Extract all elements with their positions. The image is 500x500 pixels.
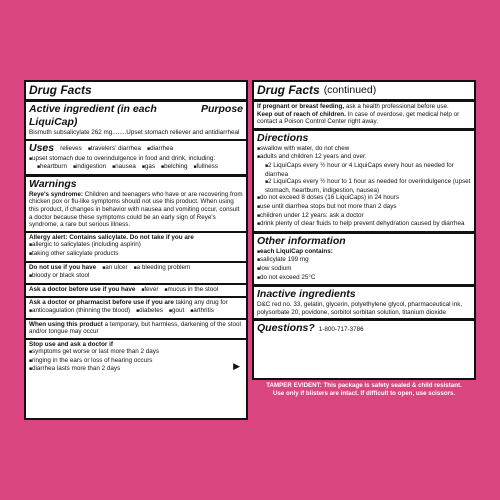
when-using-text: a temporary, but harmless, darkening of the stool and/or tongue may occur — [29, 320, 241, 336]
continued-label: (continued) — [323, 84, 377, 96]
questions-row — [257, 322, 471, 335]
keep-away-text: In case of overdose, get medical help or contact a Poison Control Center right away. — [257, 110, 460, 126]
ask-pharmacist-item: ■ arthritis — [190, 307, 214, 316]
stop-use-item: ■ symptoms get worse or last more than 2 days — [29, 348, 243, 357]
questions-title: Questions? — [257, 322, 315, 335]
ask-doctor-row — [29, 286, 243, 295]
active-ingredient-header — [29, 103, 243, 129]
other-info-item: ■ salicylate 199 mg — [257, 256, 471, 265]
drug-facts-heading: Drug Facts — [29, 83, 92, 97]
use-sub-item: ■ gas — [142, 163, 155, 172]
allergy-alert: Allergy alert: Contains salicylate. Do not take if you are — [29, 233, 194, 241]
use-item: ■ travelers' diarrhea — [88, 142, 141, 155]
ask-pharmacist-item: ■ gout — [169, 307, 184, 316]
drug-facts-continued-heading — [257, 83, 471, 97]
direction-sub-item: ■ 2 LiquiCaps every ½ hour or 4 LiquiCaps every hour as needed for diarrhea — [257, 162, 471, 178]
questions-phone: 1-800-717-3786 — [318, 326, 364, 334]
use-sub-item: ■ heartburn — [37, 163, 67, 172]
reyes-text: Children and teenagers who have or are recovering from chicken pox or flu-like symptoms should not use this product. When using this product, if changes in behavior with nausea and vomiting occur, consult a doctor because these symptoms could be an early sign of Reye's syndrome, a rare but serious illness. — [29, 190, 243, 229]
pregnancy-text: ask a health professional before use. — [345, 103, 449, 110]
warnings-title: Warnings — [29, 177, 77, 190]
reyes-bold: Reye's syndrome: — [29, 190, 83, 198]
continue-arrow-icon: ▶ — [233, 361, 240, 372]
inactive-ingredients-title: Inactive ingredients — [257, 288, 356, 301]
direction-item: ■ drink plenty of clear fluids to help prevent dehydration caused by diarrhea — [257, 220, 471, 229]
keep-away-line — [257, 111, 471, 126]
do-not-use-item: ■ an ulcer — [102, 264, 127, 273]
do-not-use-item: ■ bloody or black stool — [29, 272, 243, 281]
drug-facts-title-left — [26, 82, 246, 102]
directions-title: Directions — [257, 131, 309, 144]
direction-item: ■ adults and children 12 years and over: — [257, 153, 471, 162]
use-item: ■ upset stomach due to overindulgence in food and drink, including: — [29, 155, 243, 164]
ask-pharmacist-section — [26, 298, 246, 319]
allergy-item: ■ allergic to salicylates (including aspirin) — [29, 241, 243, 250]
pregnancy-title: If pregnant or breast feeding, — [257, 103, 345, 110]
when-using-title: When using this product — [29, 320, 103, 328]
use-item: ■ diarrhea — [147, 142, 173, 155]
drug-facts-heading: Drug Facts — [257, 83, 320, 97]
stop-use-item: ■ ringing in the ears or loss of hearing occurs — [29, 357, 243, 366]
do-not-use-title: Do not use if you have — [29, 263, 97, 271]
inactive-ingredients-text: D&C red no. 33, gelatin, glycerin, polyethylene glycol, pharmaceutical ink, polysorbate 20, povidone, sorbitol sorbitan solution, titanium dioxide — [257, 301, 463, 316]
uses-sub-list — [29, 163, 243, 172]
tamper-evident-notice — [252, 382, 476, 398]
warnings-section — [26, 177, 246, 233]
use-sub-item: ■ belching — [161, 163, 188, 172]
other-info-item: ■ low sodium — [257, 265, 471, 274]
other-info-section — [254, 234, 474, 287]
drug-facts-left-panel — [24, 80, 248, 420]
pregnancy-line — [257, 103, 471, 111]
drug-facts-right-panel — [252, 80, 476, 380]
when-using-section — [26, 320, 246, 340]
stop-use-section — [26, 340, 246, 376]
allergy-item: ■ taking other salicylate products — [29, 250, 243, 259]
ask-pharmacist-text: taking any drug for — [175, 299, 228, 307]
active-ingredient-title: Active ingredient (in each LiquiCap) — [29, 103, 157, 128]
ask-pharmacist-line — [29, 299, 243, 307]
questions-section — [254, 321, 474, 337]
do-not-use-row — [29, 264, 243, 273]
ask-doctor-section — [26, 285, 246, 299]
directions-section — [254, 131, 474, 234]
other-info-item: ■ each LiquiCap contains: — [257, 248, 471, 257]
pregnancy-section — [254, 102, 474, 131]
direction-item: ■ swallow with water, do not chew — [257, 145, 471, 154]
active-ingredient-section — [26, 102, 246, 141]
drug-facts-title-right — [254, 82, 474, 102]
uses-row-1 — [29, 142, 243, 155]
do-not-use-section — [26, 263, 246, 285]
other-info-title: Other information — [257, 234, 346, 247]
direction-item: ■ do not exceed 8 doses (16 LiquiCaps) in 24 hours — [257, 194, 471, 203]
ask-pharmacist-item: ■ anticoagulation (thinning the blood) — [29, 307, 130, 316]
tamper-line-1: TAMPER EVIDENT: This package is safety sealed & child resistant. — [266, 382, 462, 389]
ask-doctor-item: ■ fever — [141, 286, 158, 295]
ask-pharmacist-title: Ask a doctor or pharmacist before use if you are — [29, 299, 174, 307]
ask-pharmacist-item: ■ diabetes — [136, 307, 163, 316]
when-using-line — [29, 321, 243, 336]
reyes-warning — [29, 191, 243, 229]
uses-title: Uses — [29, 141, 55, 154]
tamper-line-2: Use only if blisters are intact. If difficult to open, use scissors. — [272, 390, 456, 397]
ask-pharmacist-list — [29, 307, 243, 316]
direction-sub-item: ■ 2 LiquiCaps every ½ hour to 1 hour as needed for overindulgence (upset stomach, heartburn, indigestion, nausea) — [257, 178, 471, 194]
direction-item: ■ use until diarrhea stops but not more than 2 days — [257, 203, 471, 212]
allergy-section — [26, 233, 246, 263]
keep-away-title: Keep out of reach of children. — [257, 110, 346, 118]
stop-use-title: Stop use and ask a doctor if — [29, 340, 113, 348]
ask-doctor-title: Ask a doctor before use if you have — [29, 285, 136, 293]
other-info-item: ■ do not exceed 25°C — [257, 274, 471, 283]
do-not-use-item: ■ a bleeding problem — [134, 264, 191, 273]
uses-relieves: relieves — [60, 144, 82, 152]
direction-item: ■ children under 12 years: ask a doctor — [257, 212, 471, 221]
uses-section — [26, 141, 246, 177]
ask-doctor-item: ■ mucus in the stool — [164, 286, 218, 295]
use-sub-item: ■ nausea — [112, 163, 136, 172]
stop-use-item: ■ diarrhea lasts more than 2 days — [29, 365, 243, 374]
use-sub-item: ■ indigestion — [73, 163, 106, 172]
purpose-title: Purpose — [200, 103, 243, 115]
inactive-ingredients-section — [254, 287, 474, 321]
active-ingredient-line: Bismuth subsalicylate 262 mg........Upset stomach reliever and antidiarrheal — [29, 129, 240, 136]
use-sub-item: ■ fullness — [194, 163, 218, 172]
